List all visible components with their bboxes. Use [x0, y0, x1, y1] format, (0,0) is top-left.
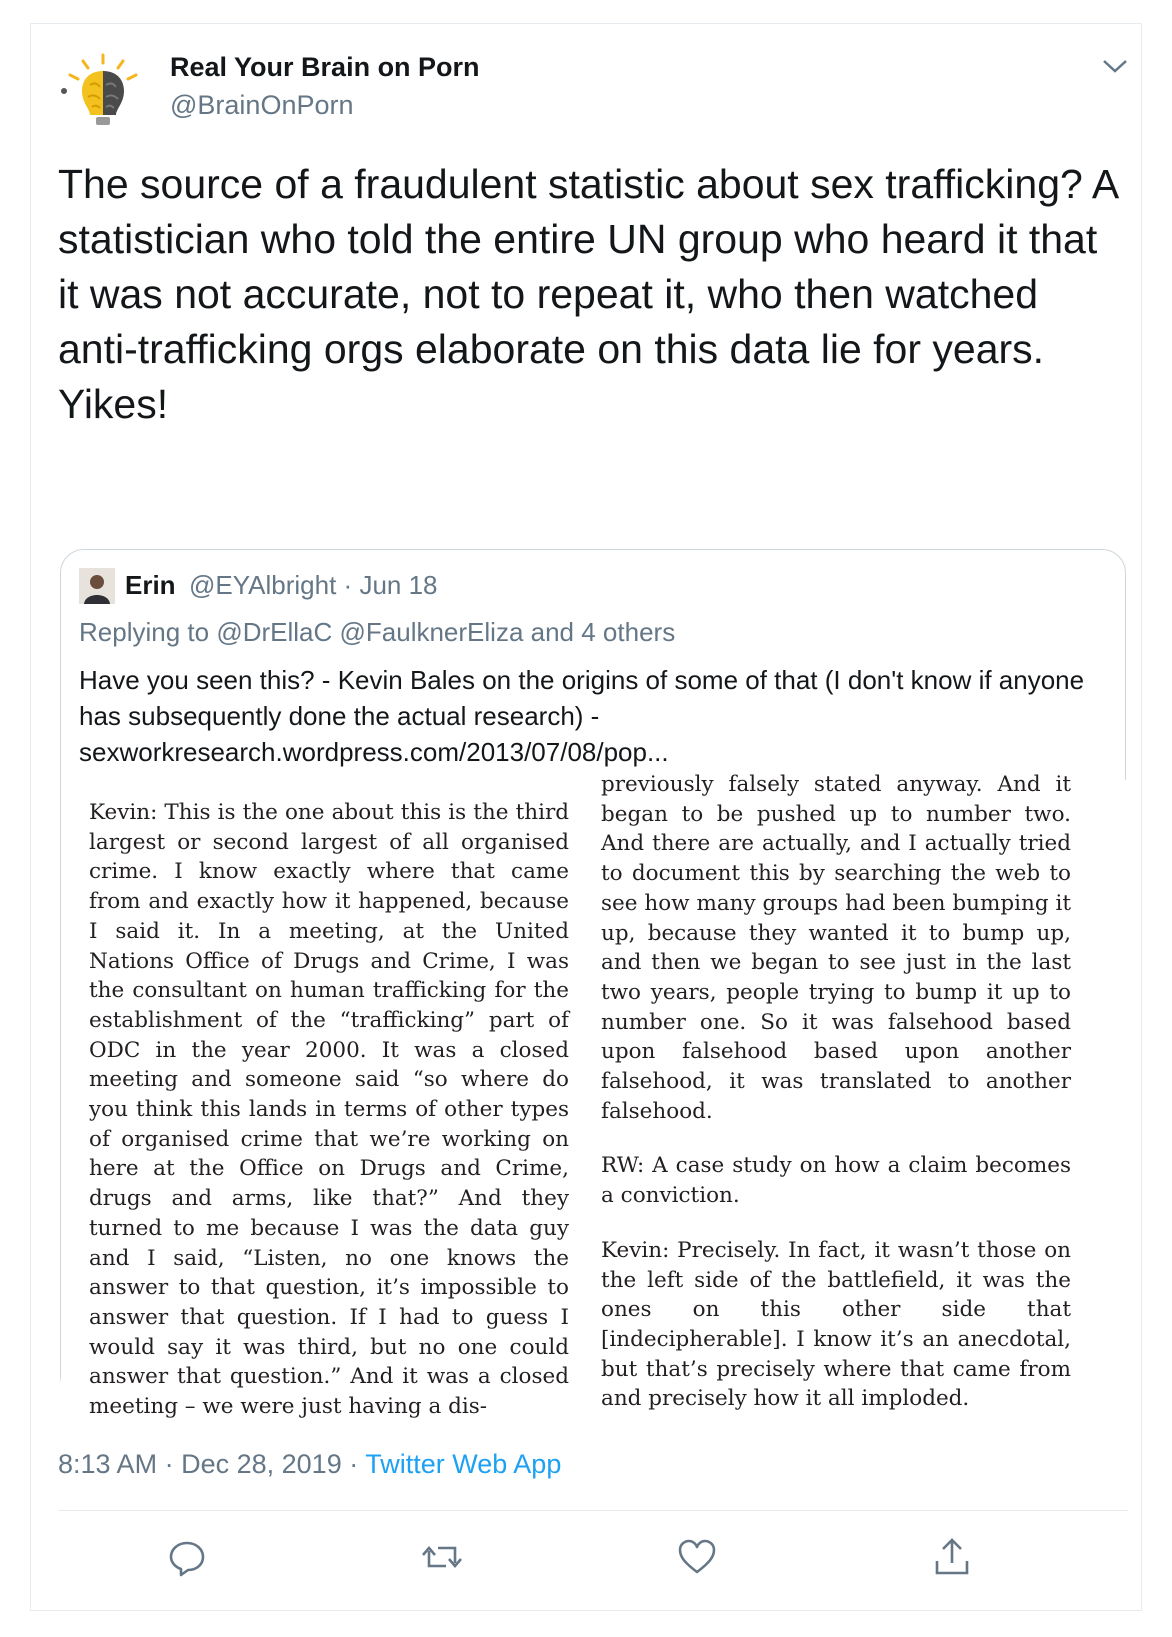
author-display-name[interactable]: Real Your Brain on Porn [170, 52, 480, 82]
action-bar-divider [58, 1510, 1128, 1511]
left-column-text: Kevin: This is the one about this is the third largest or second largest of all organised crime. I know exactly where that came from and exactly how it happened, because I said it. In a meeting, at the United Nations Office of Drugs and Crime, I was the consultant on human trafficking for the establishment of the “trafficking” part of ODC in the year 2000. It was a closed meeting and someone said “so where do you think this lands in terms of other types of organised crime that we’re working on here at the Office on Drugs and Crime, drugs and arms, like that?” And they turned to me because I was the data guy and I said, “Listen, no one knows the answer to that question, it’s impossible to answer that question. If I had to guess I would say it was third, but no one could answer that question.” And it was a closed meeting – we were just having a dis- [89, 800, 569, 1420]
heart-icon [675, 1535, 719, 1579]
tweet-timestamp [58, 1449, 561, 1480]
reply-icon [165, 1535, 209, 1579]
meta-separator: · [349, 1449, 359, 1479]
quoted-author-name: Erin [125, 570, 176, 600]
source-app-link[interactable]: Twitter Web App [365, 1449, 562, 1479]
book-page-left-column [89, 798, 569, 1422]
replying-to-mentions: @DrEllaC @FaulknerEliza [216, 617, 524, 647]
share-icon [930, 1535, 974, 1579]
chevron-down-icon [1100, 52, 1130, 82]
right-column-paragraph: Kevin: Precisely. In fact, it wasn’t those on the left side of the battlefield, it was the ones on this other side that [indecipherable]. I know it’s an anecdotal, but that’s precisely where that came from and precisely how it all imploded. [601, 1237, 1071, 1412]
meta-separator: · [343, 570, 353, 600]
like-button[interactable] [675, 1535, 719, 1579]
quoted-author-handle: @EYAlbright [189, 570, 337, 600]
author-avatar[interactable] [58, 45, 148, 135]
right-column-paragraph: previously falsely stated anyway. And it began to be pushed up to number two. And there are actually, and I actually tried to document this by searching the web to see how many groups had been bumping it up, because they wanted it to bump up, and then we began to see just in the last two years, people trying to bump it up to number one. So it was falsehood based upon falsehood based upon another falsehood, it was translated to another falsehood. [601, 772, 1071, 1124]
author-handle[interactable]: @BrainOnPorn [170, 90, 354, 120]
quoted-tweet-image[interactable] [61, 772, 1127, 1420]
quoted-author-avatar [79, 568, 115, 604]
retweet-button[interactable] [420, 1535, 464, 1579]
replying-to-line [79, 617, 675, 648]
reply-button[interactable] [165, 1535, 209, 1579]
replying-to-prefix: Replying to [79, 617, 210, 647]
brain-bulb-icon [58, 45, 148, 135]
quoted-tweet[interactable] [60, 549, 1126, 1420]
quoted-tweet-text: Have you seen this? - Kevin Bales on the origins of some of that (I don't know if anyone has subsequently done the actual research) - sexworkresearch.wordpress.com/2013/07/08/pop... [79, 665, 1085, 767]
quoted-author-meta [189, 570, 438, 601]
tweet-text: The source of a fraudulent statistic about sex trafficking? A statistician who told the entire UN group who heard it that it was not accurate, not to repeat it, who then watched anti-trafficking orgs elaborate on this data lie for years. Yikes! [58, 161, 1118, 427]
person-avatar-icon [79, 568, 115, 604]
book-page-right-column [601, 770, 1071, 1414]
retweet-icon [420, 1535, 464, 1579]
replying-to-suffix: and 4 others [530, 617, 676, 647]
tweet-time[interactable]: 8:13 AM [58, 1449, 158, 1479]
right-column-paragraph: RW: A case study on how a claim becomes a conviction. [601, 1153, 1071, 1209]
share-button[interactable] [930, 1535, 974, 1579]
quoted-date: Jun 18 [359, 570, 438, 600]
meta-separator: · [164, 1449, 174, 1479]
tweet-date[interactable]: Dec 28, 2019 [181, 1449, 342, 1479]
more-options-button[interactable] [1100, 52, 1130, 82]
